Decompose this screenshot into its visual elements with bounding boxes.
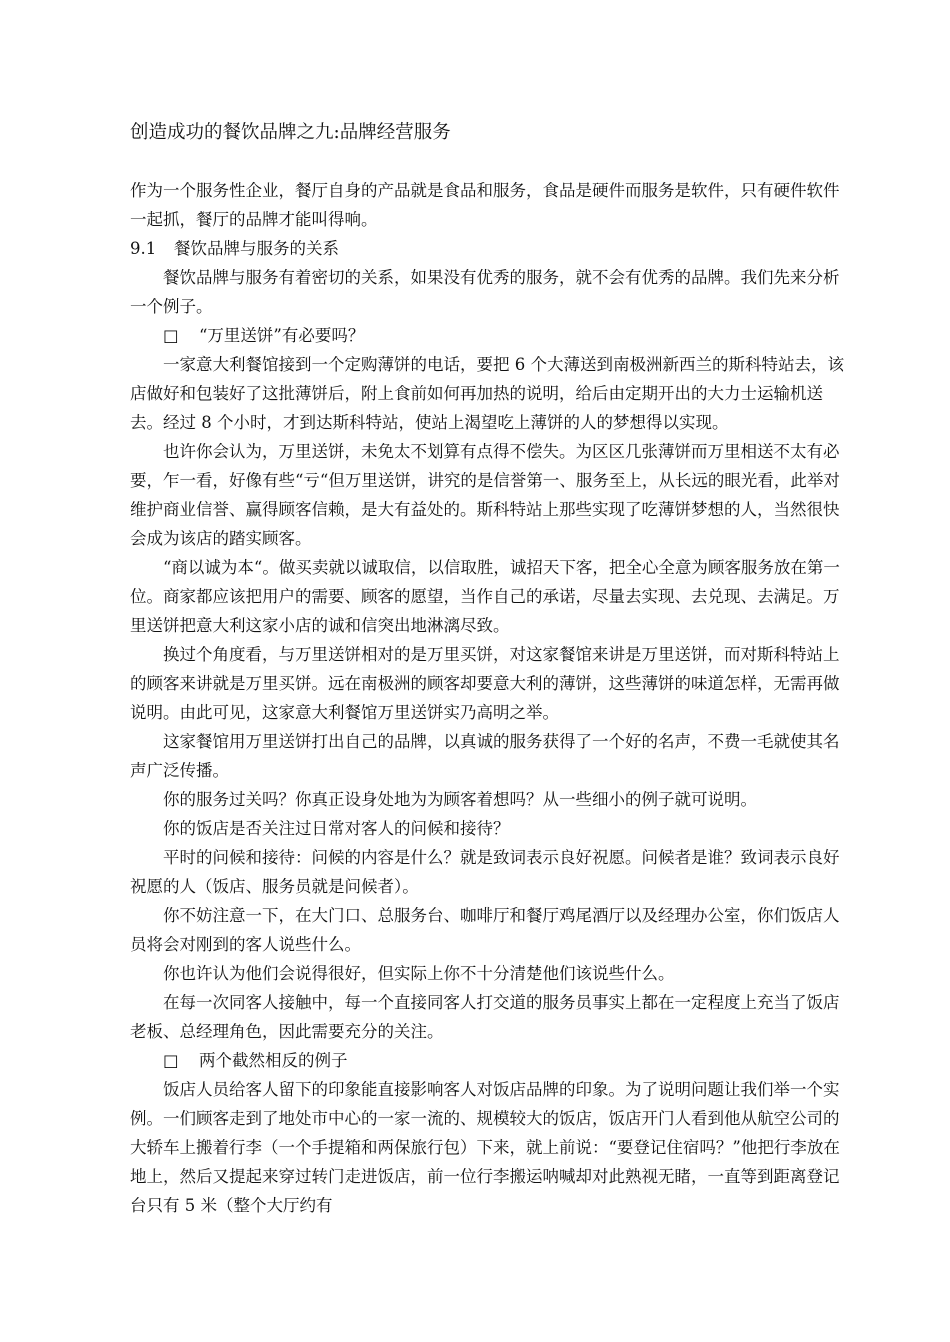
paragraph: 你不妨注意一下，在大门口、总服务台、咖啡厅和餐厅鸡尾酒厅以及经理办公室，你们饭店人员将会对刚到的客人说些什么。 xyxy=(130,906,840,954)
section-title: 餐饮品牌与服务的关系 xyxy=(174,239,339,258)
paragraph: 餐饮品牌与服务有着密切的关系，如果没有优秀的服务，就不会有优秀的品牌。我们先来分析一个例子。 xyxy=(130,268,840,316)
checkbox-square-icon: □ xyxy=(163,326,179,345)
paragraph: 这家餐馆用万里送饼打出自己的品牌，以真诚的服务获得了一个好的名声，不费一毛就使其名声广泛传播。 xyxy=(130,732,840,780)
paragraph: 你也许认为他们会说得很好，但实际上你不十分清楚他们该说些什么。 xyxy=(163,964,675,983)
paragraph: 你的服务过关吗？你真正设身处地为为顾客着想吗？从一些细小的例子就可说明。 xyxy=(163,790,757,809)
document-body xyxy=(130,118,854,1220)
subheading xyxy=(130,321,854,350)
paragraph: 换过个角度看，与万里送饼相对的是万里买饼，对这家餐馆来讲是万里送饼，而对斯科特站上的顾客来讲就是万里买饼。远在南极洲的顾客却要意大利的薄饼，这些薄饼的味道怎样，无需再做说明。由此可见，这家意大利餐馆万里送饼实乃高明之举。 xyxy=(130,645,840,722)
subheading xyxy=(130,1046,854,1075)
paragraph: 你的饭店是否关注过日常对客人的问候和接待？ xyxy=(163,819,510,838)
paragraph: 饭店人员给客人留下的印象能直接影响客人对饭店品牌的印象。为了说明问题让我们举一个实例。一们顾客走到了地处市中心的一家一流的、规模较大的饭店，饭店开门人看到他从航空公司的大轿车上搬着行李（一个手提箱和两保旅行包）下来，就上前说：“要登记住宿吗？”他把行李放在地上，然后又提起来穿过转门走进饭店，前一位行李搬运呐喊却对此熟视无睹，一直等到距离登记台只有 5 米（整个大厅约有 xyxy=(130,1080,840,1215)
paragraph: 一家意大利餐馆接到一个定购薄饼的电话，要把 6 个大薄送到南极洲新西兰的斯科特站去，该店做好和包装好了这批薄饼后，附上食前如何再加热的说明，给后由定期开出的大力士运输机送去。经过 8 个小时，才到达斯科特站，使站上渴望吃上薄饼的人的梦想得以实现。 xyxy=(130,355,844,432)
paragraph: “商以诚为本“。做买卖就以诚取信，以信取胜，诚招天下客，把全心全意为顾客服务放在第一位。商家都应该把用户的需要、顾客的愿望，当作自己的承诺，尽量去实现、去兑现、去满足。万里送饼把意大利这家小店的诚和信突出地淋漓尽致。 xyxy=(130,558,840,635)
section-heading xyxy=(130,234,854,263)
subheading-text: 两个截然相反的例子 xyxy=(199,1051,348,1070)
subheading-text: “万里送饼”有必要吗？ xyxy=(199,326,365,345)
paragraph: 在每一次同客人接触中，每一个直接同客人打交道的服务员事实上都在一定程度上充当了饭店老板、总经理角色，因此需要充分的关注。 xyxy=(130,993,840,1041)
paragraph: 平时的问候和接待：问候的内容是什么？就是致词表示良好祝愿。问候者是谁？致词表示良好祝愿的人（饭店、服务员就是问候者）。 xyxy=(130,848,840,896)
paragraph: 也许你会认为，万里送饼，未免太不划算有点得不偿失。为区区几张薄饼而万里相送不太有必要，乍一看，好像有些“亏“但万里送饼，讲究的是信誉第一、服务至上，从长远的眼光看，此举对维护商业信誉、赢得顾客信赖，是大有益处的。斯科特站上那些实现了吃薄饼梦想的人，当然很快会成为该店的踏实顾客。 xyxy=(130,442,840,548)
section-number: 9.1 xyxy=(130,239,157,258)
intro-paragraph: 作为一个服务性企业，餐厅自身的产品就是食品和服务，食品是硬件而服务是软件，只有硬件软件一起抓，餐厅的品牌才能叫得响。 xyxy=(130,181,840,229)
page-title: 创造成功的餐饮品牌之九:品牌经营服务 xyxy=(130,122,451,143)
checkbox-square-icon: □ xyxy=(163,1051,179,1070)
